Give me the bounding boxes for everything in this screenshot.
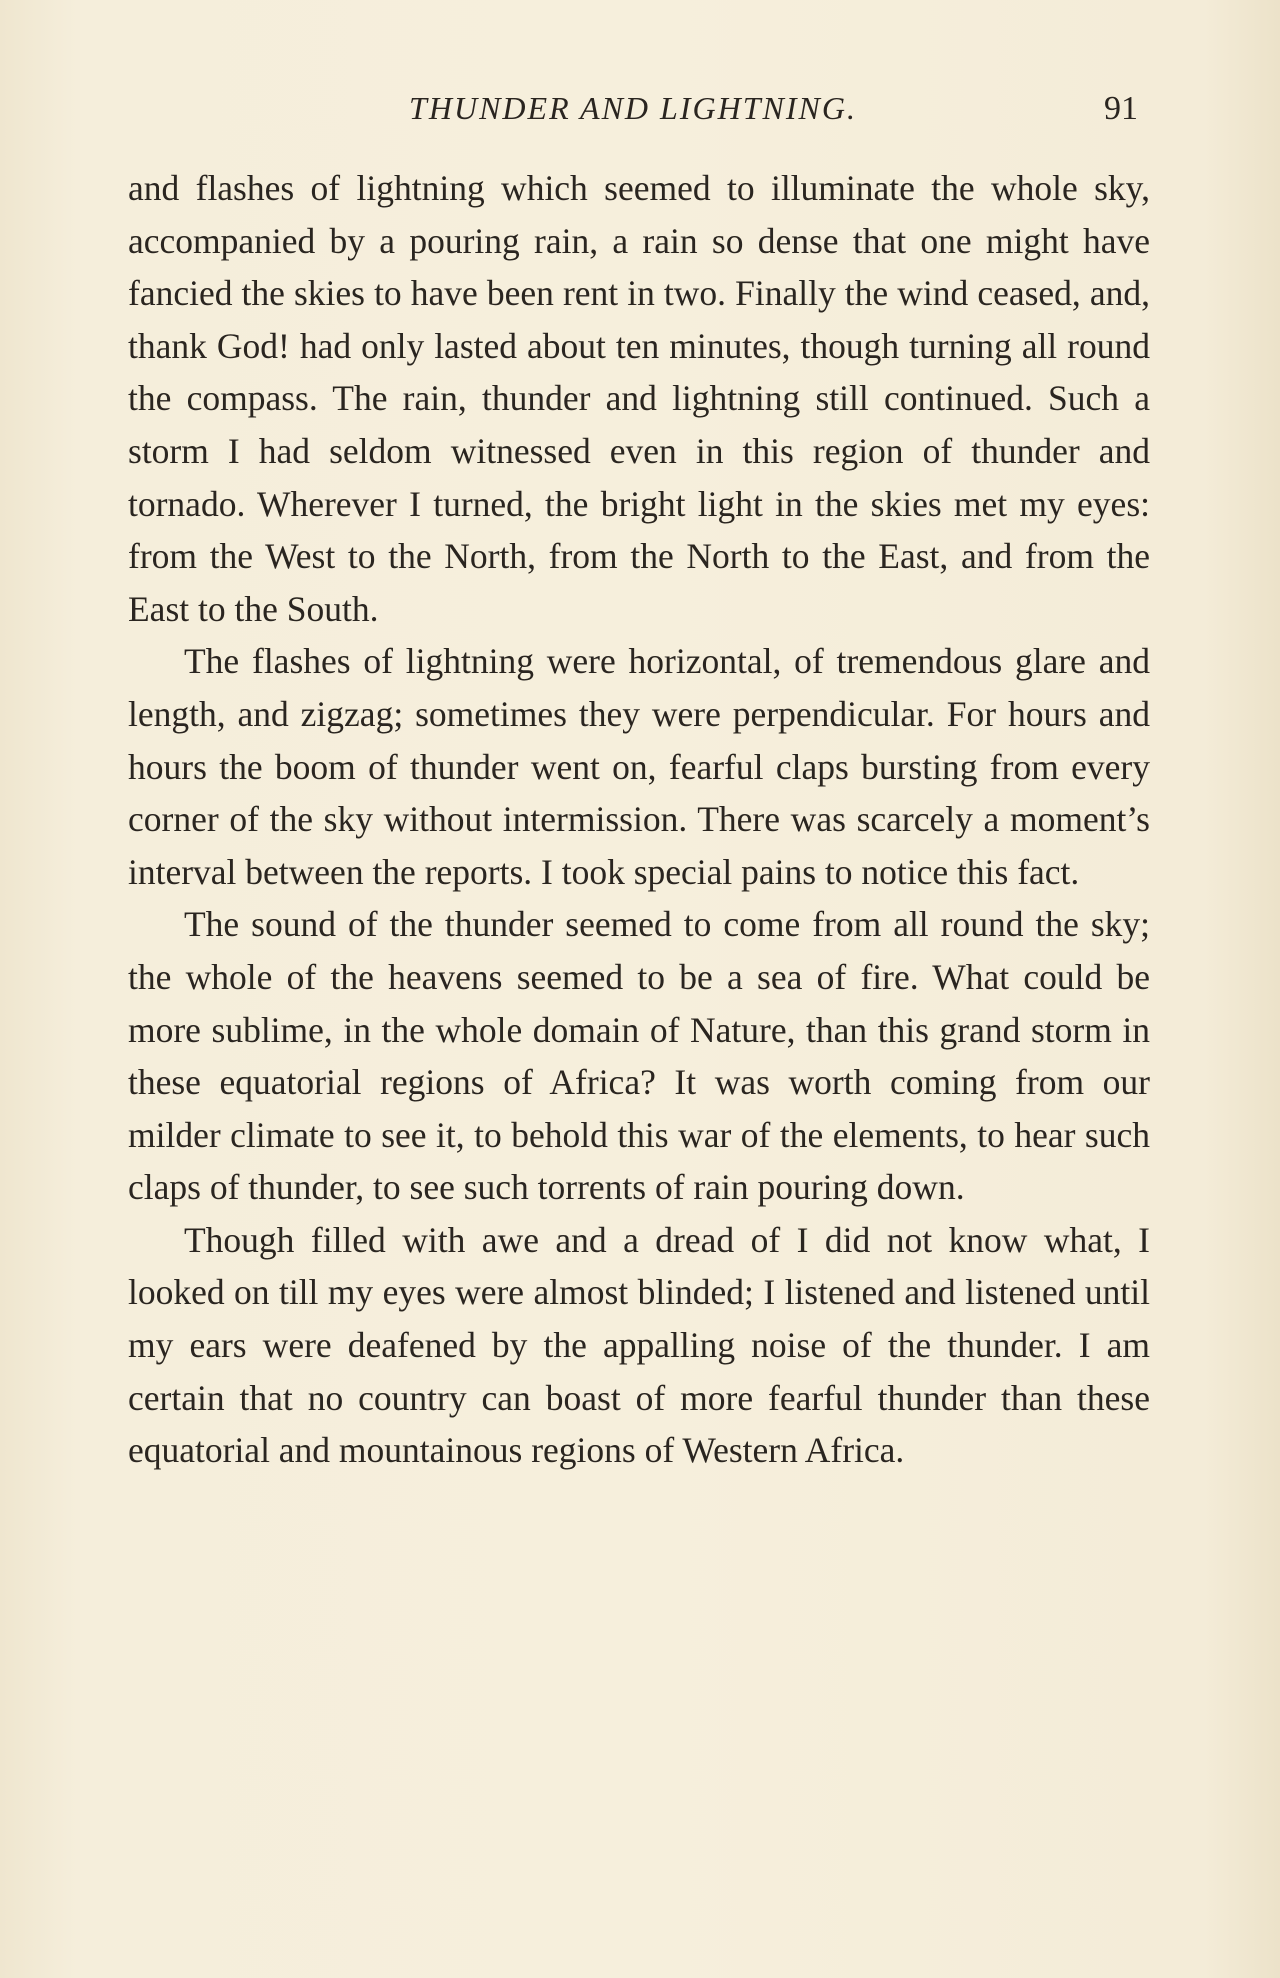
body-text bbox=[128, 162, 1150, 1477]
running-title: THUNDER AND LIGHTNING. bbox=[409, 90, 857, 126]
running-head bbox=[128, 90, 1138, 130]
paragraph-4: Though filled with awe and a dread of I did not know what, I looked on till my eyes were almost blinded; I listened and listened until my ears were deafened by the appalling noise of the thunder. I am certain that no country can boast of more fearful thunder than these equatorial and mountainous regions of Western Africa. bbox=[128, 1219, 1150, 1471]
paragraph-1: and flashes of lightning which seemed to illuminate the whole sky, accompanied by a pouring rain, a rain so dense that one might have fancied the skies to have been rent in two. Finally the wind ceased, and, thank God! had only lasted about ten minutes, though turning all round the compass. The rain, thunder and lightning still continued. Such a storm I had seldom witnessed even in this region of thunder and tornado. Wherever I turned, the bright light in the skies met my eyes: from the West to the North, from the North to the East, and from the East to the South. bbox=[128, 168, 1150, 629]
paragraph-3: The sound of the thunder seemed to come from all round the sky; the whole of the heavens seemed to be a sea of fire. What could be more sublime, in the whole domain of Nature, than this grand storm in these equatorial regions of Africa? It was worth coming from our milder climate to see it, to behold this war of the elements, to hear such claps of thunder, to see such torrents of rain pouring down. bbox=[128, 904, 1150, 1208]
page-number: 91 bbox=[1104, 90, 1138, 127]
paragraph-2: The flashes of lightning were horizontal, of tremendous glare and length, and zigzag; sometimes they were perpendicular. For hours and hours the boom of thunder went on, fearful claps bursting from every corner of the sky without intermission. There was scarcely a moment’s interval between the reports. I took special pains to notice this fact. bbox=[128, 641, 1150, 892]
